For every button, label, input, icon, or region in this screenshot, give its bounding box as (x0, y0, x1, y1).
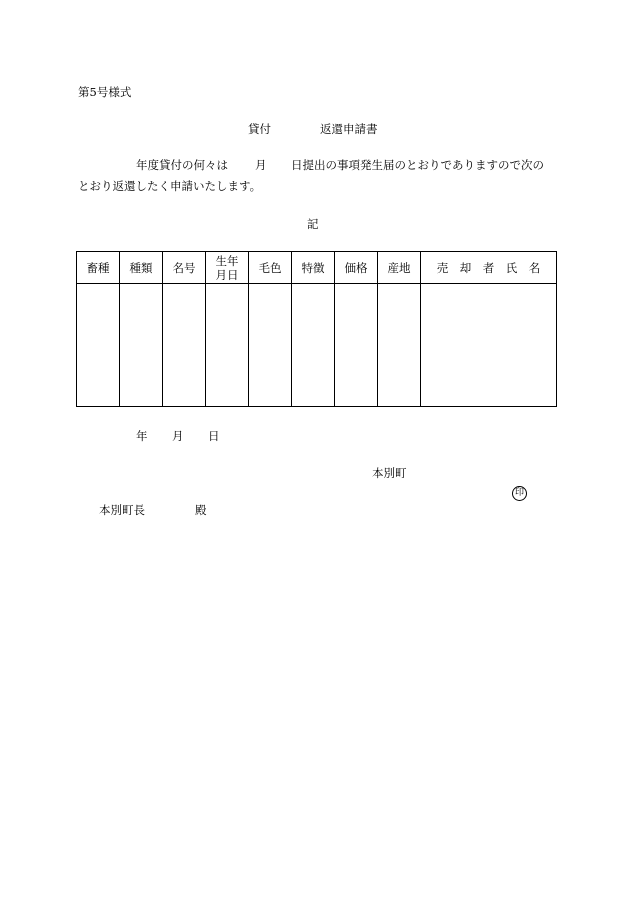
form-number: 第5号様式 (78, 85, 132, 99)
table-cell[interactable] (163, 284, 206, 407)
addressee-honorific: 殿 (195, 503, 207, 517)
header-name: 名号 (163, 252, 206, 284)
header-features: 特徴 (292, 252, 335, 284)
table-cell[interactable] (249, 284, 292, 407)
body-line-1-seg3: 日提出の事項発生届のとおりでありますので次の (291, 158, 544, 172)
header-coat-color: 毛色 (249, 252, 292, 284)
table-cell[interactable] (77, 284, 120, 407)
header-birth-date: 生年 月日 (206, 252, 249, 284)
date-day: 日 (208, 429, 220, 443)
table-cell[interactable] (335, 284, 378, 407)
header-seller-name: 売 却 者 氏 名 (421, 252, 557, 284)
applicant-town: 本別町 (372, 466, 407, 480)
table-header-row (77, 252, 557, 284)
table-cell[interactable] (120, 284, 163, 407)
ki-heading: 記 (307, 217, 319, 231)
body-line-2: とおり返還したく申請いたします。 (78, 179, 262, 193)
addressee-name: 本別町長 (99, 503, 145, 517)
header-origin: 産地 (378, 252, 421, 284)
livestock-table (76, 251, 557, 407)
date-year: 年 (136, 429, 148, 443)
body-line-1-seg2: 月 (255, 158, 267, 172)
document-title-part2: 返還申請書 (320, 122, 378, 136)
header-breed: 種類 (120, 252, 163, 284)
seal-mark: 印 (512, 486, 527, 501)
table-cell[interactable] (292, 284, 335, 407)
header-price: 価格 (335, 252, 378, 284)
header-livestock-type: 畜種 (77, 252, 120, 284)
document-title-part1: 貸付 (248, 122, 271, 136)
table-cell[interactable] (421, 284, 557, 407)
table-cell[interactable] (378, 284, 421, 407)
date-month: 月 (172, 429, 184, 443)
body-line-1-seg1: 年度貸付の何々は (136, 158, 228, 172)
table-row (77, 284, 557, 407)
table-cell[interactable] (206, 284, 249, 407)
